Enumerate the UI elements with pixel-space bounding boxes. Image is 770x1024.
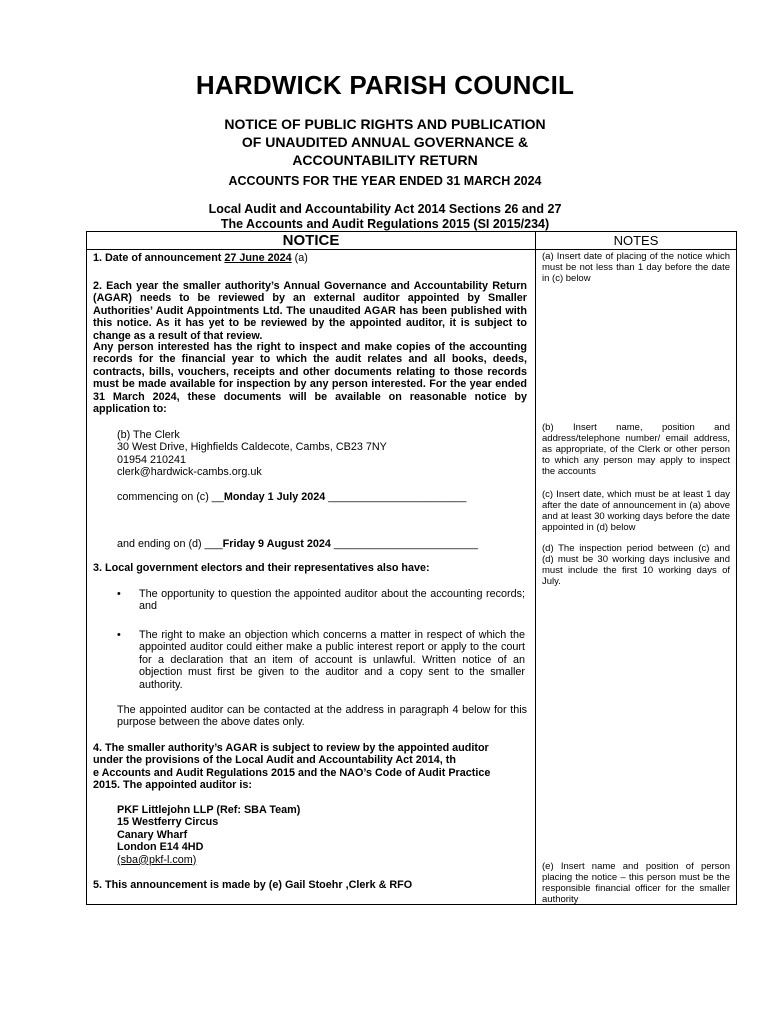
item-2-rights-paragraph: Any person interested has the right to inspect and make copies of the accounting records for the financial year to which the audit relates and all books, deeds, contracts, bills, vouchers, receipts and other documents relating to those records must be made available for inspection by any person interested. For the year ended 31 March 2024, these documents will be available on reasonable notice by application to: bbox=[93, 341, 527, 416]
act-line-1: Local Audit and Accountability Act 2014 Sections 26 and 27 bbox=[208, 202, 562, 216]
announcement-date: 27 June 2024 bbox=[224, 252, 292, 264]
auditor-email-link[interactable]: (sba@pkf-l.com) bbox=[117, 853, 197, 866]
item-4-line-2: under the provisions of the Local Audit and Accountability Act 2014, th bbox=[93, 754, 456, 767]
bullet-item-2 bbox=[93, 629, 527, 694]
item-4-line-3: e Accounts and Audit Regulations 2015 and the NAO’s Code of Audit Practice bbox=[93, 766, 491, 779]
commencing-date: Monday 1 July 2024 bbox=[223, 491, 326, 503]
bullet-item-1 bbox=[93, 588, 527, 618]
accounts-year-heading: ACCOUNTS FOR THE YEAR ENDED 31 MARCH 2024 bbox=[228, 174, 542, 188]
notice-table bbox=[86, 231, 737, 905]
auditor-name: PKF Littlejohn LLP (Ref: SBA Team) bbox=[117, 804, 301, 816]
item-3-heading: 3. Local government electors and their representatives also have: bbox=[93, 562, 430, 574]
commencing-label: commencing on (c) __ bbox=[117, 491, 224, 503]
ending-line bbox=[117, 538, 527, 550]
clerk-contact-block bbox=[117, 429, 517, 479]
header-divider bbox=[87, 249, 736, 250]
column-divider bbox=[535, 232, 536, 904]
auditor-area: Canary Wharf bbox=[117, 828, 188, 841]
note-d: (d) The inspection period between (c) and (d) must be 30 working days inclusive and must include the first 10 working days of July. bbox=[542, 543, 730, 587]
auditor-address-block bbox=[117, 804, 517, 866]
ending-label: and ending on (d) ___ bbox=[117, 538, 223, 550]
bullet-text-2: The right to make an objection which concerns a matter in respect of which the appointed auditor could either make a public interest report or apply to the court for a declaration that an item of account is unlawful. Written notice of an objection must first be given to the auditor and a copy sent to the smaller authority. bbox=[139, 629, 525, 691]
bullet-symbol: • bbox=[117, 629, 121, 641]
document-subtitle bbox=[0, 115, 770, 169]
act-line-2: The Accounts and Audit Regulations 2015 (SI 2015/234) bbox=[220, 217, 550, 231]
commencing-blank: _______________________ bbox=[325, 491, 467, 503]
item-4-line-1: 4. The smaller authority’s AGAR is subject to review by the appointed auditor bbox=[93, 742, 489, 754]
notes-column-heading: NOTES bbox=[613, 233, 659, 248]
item-2-paragraph: 2. Each year the smaller authority’s Annual Governance and Accountability Return (AGAR) needs to be reviewed by an external auditor appointed by Smaller Authorities’ Audit Appointments Ltd. The unaudited AGAR has been published with this notice. As it has yet to be reviewed by the appointed auditor, it is subject to change as a result of that review. bbox=[93, 280, 527, 342]
note-e: (e) Insert name and position of person placing the notice – this person must be the responsible financial officer for the smaller authority bbox=[542, 861, 730, 905]
commencing-line bbox=[117, 491, 527, 503]
ending-date: Friday 9 August 2024 bbox=[222, 538, 331, 550]
clerk-email: clerk@hardwick-cambs.org.uk bbox=[117, 466, 262, 479]
subtitle-line-2: OF UNAUDITED ANNUAL GOVERNANCE & bbox=[241, 134, 529, 150]
item-1-label: 1. Date of announcement bbox=[93, 252, 225, 264]
item-4-line-4: 2015. The appointed auditor is: bbox=[93, 779, 252, 792]
legislation-references bbox=[0, 202, 770, 232]
note-ref-a: (a) bbox=[291, 252, 308, 264]
clerk-phone: 01954 210241 bbox=[117, 453, 187, 466]
item-5-announcement: 5. This announcement is made by (e) Gail Stoehr ,Clerk & RFO bbox=[93, 879, 413, 891]
document-title: HARDWICK PARISH COUNCIL bbox=[195, 70, 575, 100]
note-a: (a) Insert date of placing of the notice which must be not less than 1 day before the date in (c) below bbox=[542, 251, 730, 284]
item-1-date-of-announcement bbox=[93, 252, 527, 264]
auditor-city: London E14 4HD bbox=[117, 841, 204, 854]
clerk-label: (b) The Clerk bbox=[117, 429, 180, 441]
clerk-address: 30 West Drive, Highfields Caldecote, Cambs, CB23 7NY bbox=[117, 441, 387, 454]
subtitle-line-3: ACCOUNTABILITY RETURN bbox=[292, 152, 478, 168]
bullet-text-1: The opportunity to question the appointed auditor about the accounting records; and bbox=[139, 588, 525, 613]
note-c: (c) Insert date, which must be at least 1 day after the date of announcement in (a) above and at least 30 working days before the date appointed in (d) below bbox=[542, 489, 730, 533]
item-4-paragraph bbox=[93, 742, 527, 792]
auditor-street: 15 Westferry Circus bbox=[117, 816, 219, 829]
note-b: (b) Insert name, position and address/telephone number/ email address, as appropriate, of the Clerk or other person to which any person may apply to inspect the accounts bbox=[542, 422, 730, 477]
notice-column-heading: NOTICE bbox=[282, 232, 340, 249]
ending-blank: ________________________ bbox=[330, 538, 478, 550]
bullet-symbol: • bbox=[117, 588, 121, 600]
subtitle-line-1: NOTICE OF PUBLIC RIGHTS AND PUBLICATION bbox=[224, 116, 546, 132]
auditor-contact-paragraph: The appointed auditor can be contacted at the address in paragraph 4 below for this purpose between the above dates only. bbox=[117, 704, 527, 729]
